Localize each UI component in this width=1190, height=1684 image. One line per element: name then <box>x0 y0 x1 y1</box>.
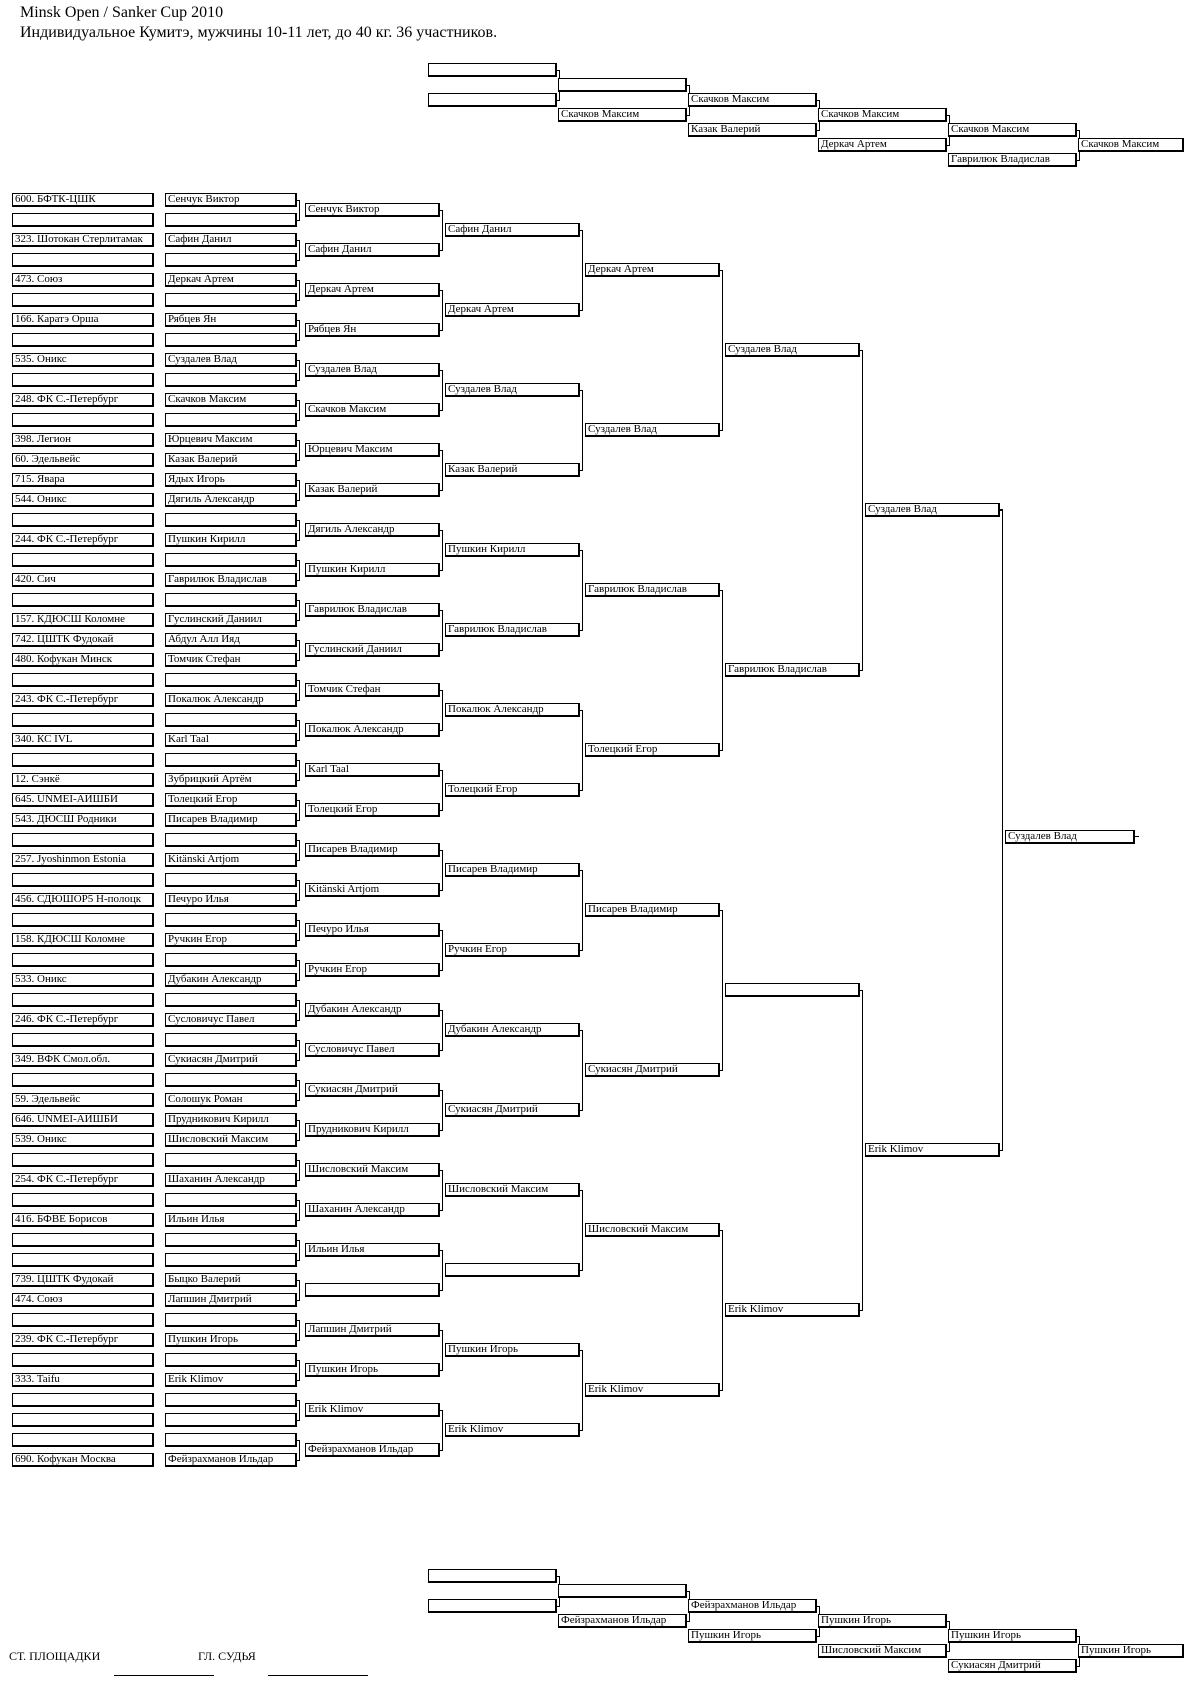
bracket-connector <box>582 230 583 311</box>
bracket-slot: Сукиасян Дмитрий <box>445 1103 580 1117</box>
club-entry: 246. ФК С.-Петербург <box>12 1013 154 1027</box>
bracket-slot: Erik Klimov <box>445 1423 580 1437</box>
competitor-entry: Юрцевич Максим <box>165 433 297 447</box>
bracket-slot: Сукиасян Дмитрий <box>305 1083 440 1097</box>
repechage-bottom-slot: Фейзрахманов Ильдар <box>688 1599 817 1613</box>
competitor-entry <box>165 753 297 767</box>
competitor-entry: Томчик Стефан <box>165 653 297 667</box>
club-entry <box>12 213 154 227</box>
bracket-slot: Печуро Илья <box>305 923 440 937</box>
bracket-slot: Ручкин Егор <box>305 963 440 977</box>
competitor-entry <box>165 713 297 727</box>
bracket-slot: Пушкин Игорь <box>445 1343 580 1357</box>
competitor-entry <box>165 1413 297 1427</box>
repechage-top-winner: Скачков Максим <box>1078 138 1184 152</box>
bracket-connector <box>442 1330 443 1371</box>
repechage-top-slot: Гаврилюк Владислав <box>948 153 1077 167</box>
bracket-slot: Прудникович Кирилл <box>305 1123 440 1137</box>
competitor-entry: Солошук Роман <box>165 1093 297 1107</box>
bracket-connector <box>442 610 443 651</box>
bracket-slot: Шисловский Максим <box>445 1183 580 1197</box>
bracket-connector <box>442 1010 443 1051</box>
repechage-top-slot: Скачков Максим <box>948 123 1077 137</box>
bracket-connector <box>299 600 300 621</box>
competitor-entry: Сукиасян Дмитрий <box>165 1053 297 1067</box>
bracket-connector <box>582 550 583 631</box>
competitor-entry: Гуслинский Даниил <box>165 613 297 627</box>
bracket-slot: Гуслинский Даниил <box>305 643 440 657</box>
club-entry <box>12 1153 154 1167</box>
bracket-connector <box>299 520 300 541</box>
competitor-entry: Karl Taal <box>165 733 297 747</box>
competitor-entry: Шисловский Максим <box>165 1133 297 1147</box>
bracket-slot: Erik Klimov <box>305 1403 440 1417</box>
competitor-entry <box>165 673 297 687</box>
repechage-top-entry <box>428 93 557 107</box>
bracket-slot: Писарев Владимир <box>445 863 580 877</box>
competitor-entry: Гаврилюк Владислав <box>165 573 297 587</box>
bracket-connector <box>722 910 723 1071</box>
competitor-entry <box>165 253 297 267</box>
bracket-slot: Шисловский Максим <box>305 1163 440 1177</box>
bracket-connector <box>442 290 443 331</box>
club-entry: 340. КС IVL <box>12 733 154 747</box>
competitor-entry: Лапшин Дмитрий <box>165 1293 297 1307</box>
bracket-connector <box>299 1320 300 1341</box>
repechage-bottom-slot: Фейзрахманов Ильдар <box>558 1614 687 1628</box>
repechage-top-entry <box>428 63 557 77</box>
competitor-entry <box>165 293 297 307</box>
club-entry <box>12 413 154 427</box>
competitor-entry: Рябцев Ян <box>165 313 297 327</box>
club-entry <box>12 753 154 767</box>
competitor-entry: Печуро Илья <box>165 893 297 907</box>
club-entry: 474. Союз <box>12 1293 154 1307</box>
chief-judge-signature-line <box>268 1675 368 1676</box>
bracket-connector <box>299 440 300 461</box>
bracket-connector <box>722 590 723 751</box>
competitor-entry <box>165 1313 297 1327</box>
bracket-connector <box>442 530 443 571</box>
competitor-entry: Kitänski Artjom <box>165 853 297 867</box>
bracket-slot: Казак Валерий <box>445 463 580 477</box>
competitor-entry: Ильин Илья <box>165 1213 297 1227</box>
bracket-slot: Гаврилюк Владислав <box>585 583 720 597</box>
bracket-connector <box>299 880 300 901</box>
club-entry <box>12 713 154 727</box>
repechage-bottom-entry <box>428 1569 557 1583</box>
bracket-connector <box>582 870 583 951</box>
club-entry: 456. СДЮШОР5 Н-полоцк <box>12 893 154 907</box>
club-entry <box>12 253 154 267</box>
bracket-slot: Суздалев Влад <box>445 383 580 397</box>
club-entry: 257. Jyoshinmon Estonia <box>12 853 154 867</box>
competitor-entry: Писарев Владимир <box>165 813 297 827</box>
competitor-entry: Пушкин Игорь <box>165 1333 297 1347</box>
club-entry <box>12 293 154 307</box>
competitor-entry <box>165 413 297 427</box>
club-entry <box>12 1393 154 1407</box>
competitor-entry <box>165 333 297 347</box>
repechage-bottom-slot: Пушкин Игорь <box>688 1629 817 1643</box>
repechage-bottom-slot <box>558 1584 687 1598</box>
club-entry <box>12 333 154 347</box>
bracket-slot: Шисловский Максим <box>585 1223 720 1237</box>
club-entry <box>12 1413 154 1427</box>
bracket-connector <box>299 1000 300 1021</box>
bracket-slot: Дубакин Александр <box>305 1003 440 1017</box>
bracket-slot: Покалюк Александр <box>305 723 440 737</box>
competitor-entry <box>165 1033 297 1047</box>
club-entry: 333. Taifu <box>12 1373 154 1387</box>
club-entry: 473. Союз <box>12 273 154 287</box>
club-entry: 480. Кофукан Минск <box>12 653 154 667</box>
competitor-entry: Ядых Игорь <box>165 473 297 487</box>
club-entry <box>12 593 154 607</box>
competitor-entry: Зубрицкий Артём <box>165 773 297 787</box>
competitor-entry: Дягиль Александр <box>165 493 297 507</box>
competitor-entry <box>165 553 297 567</box>
bracket-slot: Гаврилюк Владислав <box>445 623 580 637</box>
page-subtitle: Индивидуальное Кумитэ, мужчины 10-11 лет, до 40 кг. 36 участников. <box>20 24 498 41</box>
club-entry: 248. ФК С.-Петербург <box>12 393 154 407</box>
bracket-connector <box>1133 836 1139 837</box>
site-chief-signature-line <box>114 1675 214 1676</box>
bracket-connector <box>299 560 300 581</box>
bracket-connector <box>299 720 300 741</box>
bracket-slot: Писарев Владимир <box>585 903 720 917</box>
club-entry: 158. КДЮСШ Коломне <box>12 933 154 947</box>
club-entry: 690. Кофукан Москва <box>12 1453 154 1467</box>
club-entry <box>12 833 154 847</box>
competitor-entry <box>165 513 297 527</box>
bracket-connector <box>299 1400 300 1421</box>
club-entry: 539. Оникс <box>12 1133 154 1147</box>
competitor-entry <box>165 1253 297 1267</box>
competitor-entry: Сусловичус Павел <box>165 1013 297 1027</box>
club-entry: 166. Каратэ Орша <box>12 313 154 327</box>
club-entry <box>12 1353 154 1367</box>
bracket-connector <box>582 390 583 471</box>
club-entry: 533. Оникс <box>12 973 154 987</box>
club-entry: 398. Легион <box>12 433 154 447</box>
bracket-connector <box>299 1200 300 1221</box>
bracket-connector <box>722 1230 723 1391</box>
bracket-connector <box>299 1360 300 1381</box>
bracket-slot: Суздалев Влад <box>305 363 440 377</box>
club-entry <box>12 1073 154 1087</box>
bracket-connector <box>299 1080 300 1101</box>
bracket-slot: Писарев Владимир <box>305 843 440 857</box>
club-entry: 243. ФК С.-Петербург <box>12 693 154 707</box>
bracket-slot: Скачков Максим <box>305 403 440 417</box>
site-chief-label: СТ. ПЛОЩАДКИ <box>9 1649 101 1663</box>
repechage-top-slot: Скачков Максим <box>558 108 687 122</box>
competitor-entry <box>165 213 297 227</box>
bracket-connector <box>299 680 300 701</box>
competitor-entry: Прудникович Кирилл <box>165 1113 297 1127</box>
bracket-slot: Фейзрахманов Ильдар <box>305 1443 440 1457</box>
competitor-entry: Суздалев Влад <box>165 353 297 367</box>
bracket-connector <box>299 640 300 661</box>
bracket-connector <box>299 480 300 501</box>
repechage-bottom-slot: Шисловский Максим <box>818 1644 947 1658</box>
bracket-slot: Суздалев Влад <box>585 423 720 437</box>
bracket-slot: Покалюк Александр <box>445 703 580 717</box>
competitor-entry <box>165 1393 297 1407</box>
club-entry: 739. ЦШТК Фудокай <box>12 1273 154 1287</box>
bracket-slot: Пушкин Кирилл <box>445 543 580 557</box>
repechage-bottom-slot: Пушкин Игорь <box>818 1614 947 1628</box>
bracket-slot: Karl Taal <box>305 763 440 777</box>
bracket-slot: Деркач Артем <box>445 303 580 317</box>
competitor-entry: Быцко Валерий <box>165 1273 297 1287</box>
bracket-slot: Erik Klimov <box>865 1143 1000 1157</box>
club-entry <box>12 1313 154 1327</box>
bracket-connector <box>442 930 443 971</box>
bracket-connector <box>299 800 300 821</box>
club-entry: 323. Шотокан Стерлитамак <box>12 233 154 247</box>
repechage-top-slot: Скачков Максим <box>818 108 947 122</box>
club-entry: 59. Эдельвейс <box>12 1093 154 1107</box>
competitor-entry: Сафин Данил <box>165 233 297 247</box>
bracket-connector <box>299 360 300 381</box>
page-title: Minsk Open / Sanker Cup 2010 <box>20 4 224 21</box>
bracket-connector <box>299 1040 300 1061</box>
club-entry: 349. ВФК Смол.обл. <box>12 1053 154 1067</box>
bracket-slot: Дягиль Александр <box>305 523 440 537</box>
bracket-slot <box>725 983 860 997</box>
competitor-entry <box>165 993 297 1007</box>
bracket-slot: Сенчук Виктор <box>305 203 440 217</box>
club-entry <box>12 513 154 527</box>
competitor-entry: Шаханин Александр <box>165 1173 297 1187</box>
bracket-connector <box>299 1440 300 1461</box>
competitor-entry: Erik Klimov <box>165 1373 297 1387</box>
bracket-connector <box>862 990 863 1311</box>
bracket-connector <box>582 710 583 791</box>
repechage-top-slot: Деркач Артем <box>818 138 947 152</box>
bracket-connector <box>442 450 443 491</box>
bracket-connector <box>442 770 443 811</box>
bracket-connector <box>582 1030 583 1111</box>
repechage-bottom-slot: Пушкин Игорь <box>948 1629 1077 1643</box>
repechage-bottom-entry <box>428 1599 557 1613</box>
bracket-slot: Дубакин Александр <box>445 1023 580 1037</box>
competitor-entry: Ручкин Егор <box>165 933 297 947</box>
bracket-slot: Пушкин Игорь <box>305 1363 440 1377</box>
bracket-connector <box>299 1160 300 1181</box>
club-entry: 742. ЦШТК Фудокай <box>12 633 154 647</box>
club-entry <box>12 1433 154 1447</box>
bracket-connector <box>299 840 300 861</box>
bracket-slot <box>445 1263 580 1277</box>
repechage-bottom-winner: Пушкин Игорь <box>1078 1644 1184 1658</box>
repechage-top-slot: Казак Валерий <box>688 123 817 137</box>
bracket-connector <box>442 1170 443 1211</box>
club-entry: 543. ДЮСШ Родники <box>12 813 154 827</box>
bracket-connector <box>442 210 443 251</box>
competitor-entry <box>165 593 297 607</box>
club-entry: 535. Оникс <box>12 353 154 367</box>
bracket-slot: Erik Klimov <box>585 1383 720 1397</box>
chief-judge-label: ГЛ. СУДЬЯ <box>198 1649 256 1663</box>
competitor-entry <box>165 873 297 887</box>
competitor-entry <box>165 1353 297 1367</box>
bracket-slot: Сафин Данил <box>305 243 440 257</box>
bracket-slot: Сукиасян Дмитрий <box>585 1063 720 1077</box>
competitor-entry <box>165 1153 297 1167</box>
repechage-bottom-slot: Сукиасян Дмитрий <box>948 1659 1077 1673</box>
club-entry: 600. БФТК-ЦШК <box>12 193 154 207</box>
bracket-slot: Толецкий Егор <box>445 783 580 797</box>
bracket-connector <box>1002 510 1003 1151</box>
club-entry: 416. БФВЕ Борисов <box>12 1213 154 1227</box>
bracket-slot: Kitänski Artjom <box>305 883 440 897</box>
club-entry <box>12 1193 154 1207</box>
competitor-entry: Пушкин Кирилл <box>165 533 297 547</box>
bracket-slot: Толецкий Егор <box>305 803 440 817</box>
club-entry <box>12 1253 154 1267</box>
final-winner: Суздалев Влад <box>1005 830 1135 844</box>
club-entry: 60. Эдельвейс <box>12 453 154 467</box>
bracket-slot: Деркач Артем <box>305 283 440 297</box>
club-entry: 239. ФК С.-Петербург <box>12 1333 154 1347</box>
bracket-slot: Томчик Стефан <box>305 683 440 697</box>
bracket-connector <box>299 920 300 941</box>
bracket-connector <box>299 320 300 341</box>
club-entry: 254. ФК С.-Петербург <box>12 1173 154 1187</box>
bracket-connector <box>299 1240 300 1261</box>
bracket-connector <box>582 1190 583 1271</box>
competitor-entry <box>165 833 297 847</box>
club-entry: 157. КДЮСШ Коломне <box>12 613 154 627</box>
competitor-entry: Дубакин Александр <box>165 973 297 987</box>
club-entry: 244. ФК С.-Петербург <box>12 533 154 547</box>
competitor-entry <box>165 1233 297 1247</box>
club-entry <box>12 1233 154 1247</box>
bracket-slot: Рябцев Ян <box>305 323 440 337</box>
bracket-slot: Лапшин Дмитрий <box>305 1323 440 1337</box>
bracket-slot: Сусловичус Павел <box>305 1043 440 1057</box>
club-entry <box>12 553 154 567</box>
bracket-slot: Гаврилюк Владислав <box>305 603 440 617</box>
bracket-connector <box>862 350 863 671</box>
club-entry <box>12 873 154 887</box>
competitor-entry <box>165 913 297 927</box>
club-entry: 544. Оникс <box>12 493 154 507</box>
bracket-connector <box>299 760 300 781</box>
repechage-top-slot <box>558 78 687 92</box>
bracket-slot: Ильин Илья <box>305 1243 440 1257</box>
bracket-connector <box>442 1250 443 1291</box>
bracket-connector <box>722 270 723 431</box>
competitor-entry: Фейзрахманов Ильдар <box>165 1453 297 1467</box>
competitor-entry <box>165 953 297 967</box>
repechage-top-slot: Скачков Максим <box>688 93 817 107</box>
bracket-connector <box>299 400 300 421</box>
bracket-connector <box>299 200 300 221</box>
competitor-entry: Деркач Артем <box>165 273 297 287</box>
club-entry <box>12 373 154 387</box>
club-entry: 12. Сэнкё <box>12 773 154 787</box>
competitor-entry: Скачков Максим <box>165 393 297 407</box>
bracket-slot: Erik Klimov <box>725 1303 860 1317</box>
competitor-entry: Абдул Алл Ияд <box>165 633 297 647</box>
club-entry: 420. Сич <box>12 573 154 587</box>
club-entry: 645. UNMEI-АИШБИ <box>12 793 154 807</box>
bracket-slot: Ручкин Егор <box>445 943 580 957</box>
bracket-connector <box>582 1350 583 1431</box>
club-entry <box>12 1033 154 1047</box>
bracket-connector <box>442 1410 443 1451</box>
club-entry <box>12 953 154 967</box>
club-entry <box>12 993 154 1007</box>
bracket-connector <box>299 280 300 301</box>
bracket-connector <box>442 690 443 731</box>
competitor-entry <box>165 373 297 387</box>
competitor-entry <box>165 1193 297 1207</box>
bracket-slot: Суздалев Влад <box>725 343 860 357</box>
bracket-slot: Гаврилюк Владислав <box>725 663 860 677</box>
bracket-slot <box>305 1283 440 1297</box>
bracket-slot: Шаханин Александр <box>305 1203 440 1217</box>
competitor-entry <box>165 1073 297 1087</box>
competitor-entry: Казак Валерий <box>165 453 297 467</box>
bracket-connector <box>299 1280 300 1301</box>
competitor-entry: Покалюк Александр <box>165 693 297 707</box>
competitor-entry <box>165 1433 297 1447</box>
club-entry <box>12 913 154 927</box>
club-entry: 715. Явара <box>12 473 154 487</box>
club-entry <box>12 673 154 687</box>
bracket-connector <box>299 1120 300 1141</box>
bracket-connector <box>442 850 443 891</box>
bracket-connector <box>299 240 300 261</box>
club-entry: 646. UNMEI-АИШБИ <box>12 1113 154 1127</box>
bracket-slot: Казак Валерий <box>305 483 440 497</box>
competitor-entry: Сенчук Виктор <box>165 193 297 207</box>
bracket-slot: Суздалев Влад <box>865 503 1000 517</box>
bracket-connector <box>299 960 300 981</box>
bracket-slot: Сафин Данил <box>445 223 580 237</box>
bracket-slot: Деркач Артем <box>585 263 720 277</box>
bracket-connector <box>442 1090 443 1131</box>
bracket-connector <box>442 370 443 411</box>
bracket-slot: Пушкин Кирилл <box>305 563 440 577</box>
bracket-slot: Толецкий Егор <box>585 743 720 757</box>
bracket-slot: Юрцевич Максим <box>305 443 440 457</box>
competitor-entry: Толецкий Егор <box>165 793 297 807</box>
